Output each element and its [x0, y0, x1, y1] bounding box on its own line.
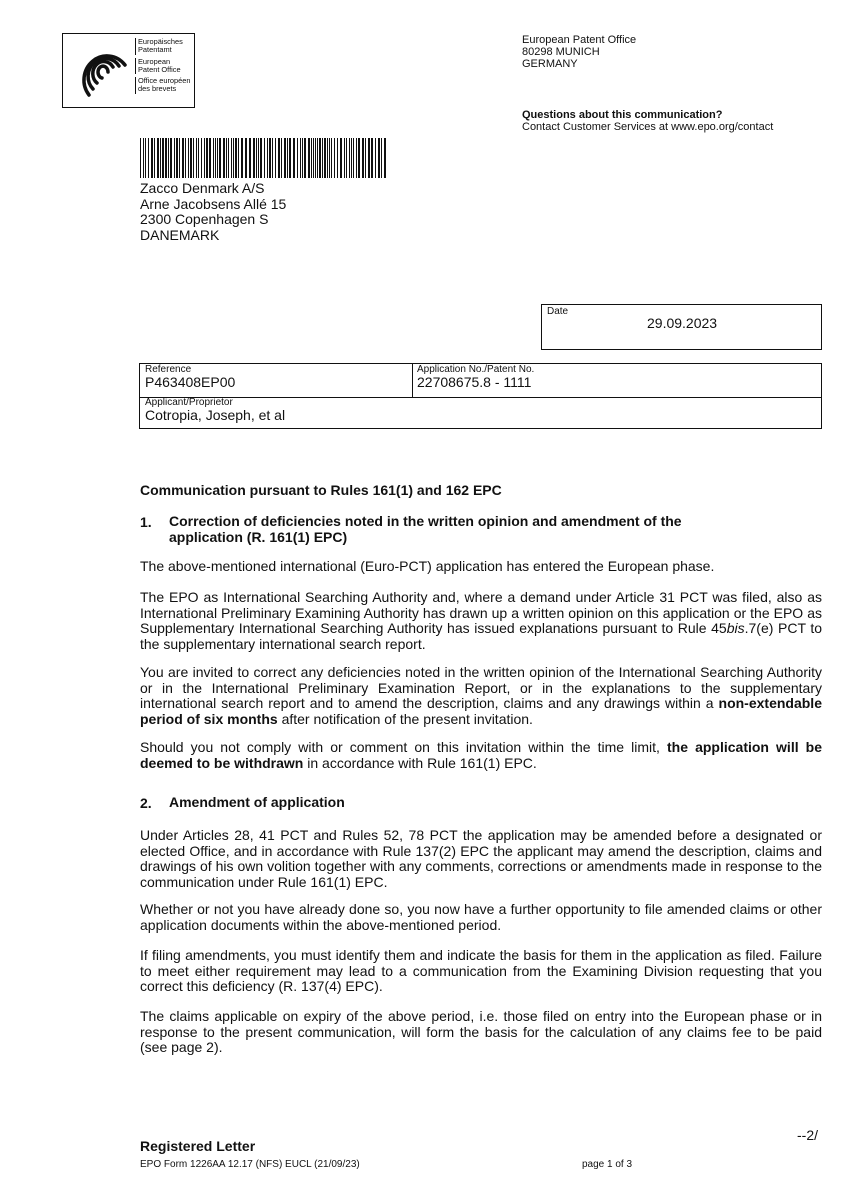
barcode-bar [264, 138, 265, 178]
barcode-bar [170, 138, 172, 178]
epo-spiral-logo-icon [75, 42, 130, 100]
application-number-label: Application No./Patent No. [417, 364, 535, 375]
para-italic-text: bis [726, 620, 745, 636]
section-1-number: 1. [140, 514, 152, 530]
reference-label: Reference [145, 364, 192, 375]
barcode-bar [344, 138, 345, 178]
questions-block [522, 109, 773, 133]
barcode-bar [154, 138, 155, 178]
barcode-bar [201, 138, 202, 178]
barcode-bar [371, 138, 373, 178]
barcode-bar [145, 138, 146, 178]
addressee-line: Zacco Denmark A/S [140, 180, 265, 196]
para-text: in accordance with Rule 161(1) EPC. [307, 754, 537, 771]
barcode-bar [193, 138, 194, 178]
barcode-bar [340, 138, 342, 178]
section-2-paragraph-4: The claims applicable on expiry of the above period, i.e. those filed on entry into the European phase or in response to the present communication, will form the basis for the calculation of any claims fee to be paid (see page 2). [140, 1008, 822, 1055]
barcode-bar [238, 138, 239, 178]
logo-en-line2: Patent Office [138, 64, 181, 74]
barcode-bar [304, 138, 306, 178]
barcode-bar [353, 138, 354, 178]
barcode-bar [204, 138, 205, 178]
barcode-bar [157, 138, 159, 178]
date-box [541, 304, 822, 350]
page-number: page 1 of 3 [582, 1159, 633, 1170]
barcode-bar [174, 138, 175, 178]
para-text: Should you not comply with or comment on this invitation within the time limit, [140, 739, 660, 755]
applicant-label: Applicant/Proprietor [145, 397, 233, 408]
barcode-bar [315, 138, 316, 178]
barcode-bar [300, 138, 301, 178]
reference-table [139, 363, 822, 429]
reference-value: P463408EP00 [145, 374, 236, 390]
barcode-bar [275, 138, 276, 178]
barcode-bar [179, 138, 180, 178]
barcode-bar [365, 138, 366, 178]
barcode-bar [284, 138, 286, 178]
section-1-heading-line: Correction of deficiencies noted in the written opinion and amendment of the [169, 513, 682, 529]
barcode-bar [233, 138, 234, 178]
applicant-value: Cotropia, Joseph, et al [145, 407, 286, 423]
barcode-bar [249, 138, 251, 178]
barcode-bar [308, 138, 310, 178]
addressee-line: 2300 Copenhagen S [140, 211, 269, 227]
section-2-heading: Amendment of application [169, 794, 345, 810]
barcode-bar [215, 138, 216, 178]
barcode-bar [329, 138, 330, 178]
addressee-block [140, 181, 286, 243]
epo-logo [62, 33, 195, 108]
barcode-bar [219, 138, 221, 178]
barcode-bar [356, 138, 357, 178]
barcode-bar [331, 138, 332, 178]
section-2-paragraph-1: Under Articles 28, 41 PCT and Rules 52, 78 PCT the application may be amended before a designated or elected Office, and in accordance with Rule 137(2) EPC the applicant may amend the description, claims and drawings of his own volition together with any comments, corrections or amendments made in response to the communication under Rule 161(1) EPC. [140, 827, 822, 890]
document-title: Communication pursuant to Rules 161(1) and 162 EPC [140, 482, 502, 498]
para-text: after notification of the present invitation. [281, 710, 533, 727]
barcode-bar [217, 138, 218, 178]
barcode-bar [278, 138, 280, 178]
section-2-number: 2. [140, 795, 152, 811]
application-number-cell [417, 364, 534, 390]
barcode-bar [231, 138, 232, 178]
section-1-heading [169, 514, 809, 545]
logo-de-line1: Europäisches [138, 37, 183, 46]
barcode-bar [362, 138, 364, 178]
barcode-bar [253, 138, 255, 178]
barcode-bar [206, 138, 208, 178]
para-bold-text: non-extendable period of six months [140, 695, 822, 727]
questions-heading: Questions about this communication? [522, 109, 723, 121]
barcode-bar [289, 138, 291, 178]
barcode-bar [260, 138, 262, 178]
barcode-bar [209, 138, 211, 178]
barcode-bar [258, 138, 259, 178]
barcode-bar [241, 138, 243, 178]
barcode-bar [358, 138, 360, 178]
barcode-bar [182, 138, 184, 178]
logo-fr-line1: Office européen [138, 76, 191, 86]
barcode-bar [223, 138, 225, 178]
barcode-bar [162, 138, 164, 178]
barcode-bar [375, 138, 376, 178]
barcode-bar [324, 138, 326, 178]
barcode-bar [302, 138, 303, 178]
section-1-paragraph-4 [140, 740, 822, 771]
barcode-bar [297, 138, 298, 178]
barcode-bar [293, 138, 295, 178]
addressee-line: DANEMARK [140, 226, 220, 243]
section-2-paragraph-3: If filing amendments, you must identify them and indicate the basis for them in the application as filed. Failure to meet either requirement may lead to a communication from the Examining Division requesting that you correct this deficiency (R. 137(4) EPC). [140, 947, 822, 994]
barcode-bar [256, 138, 257, 178]
applicant-cell [145, 397, 285, 423]
para-text: The EPO as International Searching Authority and, where a demand under Article 31 PCT was filed, also as International Preliminary Examining Authority has drawn up a written opinion on this application or the EPO as Supplementary International Searching Authority has issued explanations pursuant to Rule 45 [140, 589, 822, 636]
barcode-bar [313, 138, 314, 178]
para-text: You are invited to correct any deficiencies noted in the written opinion of the International Searching Authority or in the International Preliminary Examination Report, or in the explanations to the supplementary international search report and to amend the description, claims and any drawings within a [140, 664, 822, 711]
table-divider [412, 364, 413, 397]
para-text: .7(e) PCT to the supplementary international search report. [140, 620, 822, 652]
form-identifier: EPO Form 1226AA 12.17 (NFS) EUCL (21/09/23) [140, 1159, 360, 1170]
reference-cell [145, 364, 235, 390]
barcode-bar [160, 138, 161, 178]
barcode-bar [185, 138, 186, 178]
barcode-bar [176, 138, 178, 178]
barcode-bar [317, 138, 318, 178]
barcode-bar [337, 138, 338, 178]
page-continuation-marker: --2/ [797, 1127, 818, 1143]
barcode-bar [190, 138, 192, 178]
barcode-bar [151, 138, 153, 178]
barcode-bar [322, 138, 323, 178]
barcode [140, 138, 388, 178]
barcode-bar [346, 138, 347, 178]
barcode-bar [311, 138, 312, 178]
barcode-bar [378, 138, 380, 178]
barcode-bar [272, 138, 273, 178]
barcode-bar [245, 138, 247, 178]
barcode-bar [319, 138, 321, 178]
questions-text: Contact Customer Services at www.epo.org/contact [522, 121, 774, 133]
barcode-bar [198, 138, 199, 178]
barcode-bar [226, 138, 227, 178]
barcode-bar [196, 138, 197, 178]
logo-wordmark [135, 38, 193, 97]
barcode-bar [349, 138, 350, 178]
addressee-line: Arne Jacobsens Allé 15 [140, 195, 287, 212]
barcode-bar [269, 138, 271, 178]
barcode-bar [287, 138, 288, 178]
barcode-bar [368, 138, 370, 178]
office-address-line: GERMANY [522, 58, 578, 70]
logo-en-line1: European [138, 56, 171, 66]
barcode-bar [334, 138, 335, 178]
registered-letter-label: Registered Letter [140, 1138, 256, 1154]
barcode-bar [140, 138, 141, 178]
date-value: 29.09.2023 [647, 315, 718, 331]
date-label: Date [547, 306, 569, 317]
barcode-bar [381, 138, 382, 178]
section-1-paragraph-3 [140, 665, 822, 727]
section-2-paragraph-2: Whether or not you have already done so, you now have a further opportunity to file amended claims or other application documents within the above-mentioned period. [140, 901, 822, 933]
barcode-bar [143, 138, 144, 178]
barcode-bar [267, 138, 268, 178]
barcode-bar [148, 138, 149, 178]
barcode-bar [384, 138, 386, 178]
logo-de-line2: Patentamt [138, 45, 172, 55]
office-address-line: European Patent Office [522, 34, 637, 46]
section-1-heading-line: application (R. 161(1) EPC) [169, 528, 348, 545]
barcode-bar [327, 138, 328, 178]
logo-fr-line2: des brevets [138, 84, 177, 94]
barcode-bar [188, 138, 189, 178]
barcode-bar [281, 138, 282, 178]
barcode-bar [235, 138, 237, 178]
section-1-paragraph-2 [140, 590, 822, 652]
section-1-paragraph-1: The above-mentioned international (Euro-PCT) application has entered the European phase. [140, 558, 715, 574]
para-bold-text: the application will be deemed to be withdrawn [140, 739, 823, 771]
barcode-bar [213, 138, 214, 178]
barcode-bar [351, 138, 352, 178]
application-number-value: 22708675.8 - 1111 [417, 374, 532, 390]
barcode-bar [165, 138, 167, 178]
office-address [522, 34, 636, 70]
barcode-bar [168, 138, 169, 178]
barcode-bar [228, 138, 229, 178]
office-address-line: 80298 MUNICH [522, 46, 600, 58]
